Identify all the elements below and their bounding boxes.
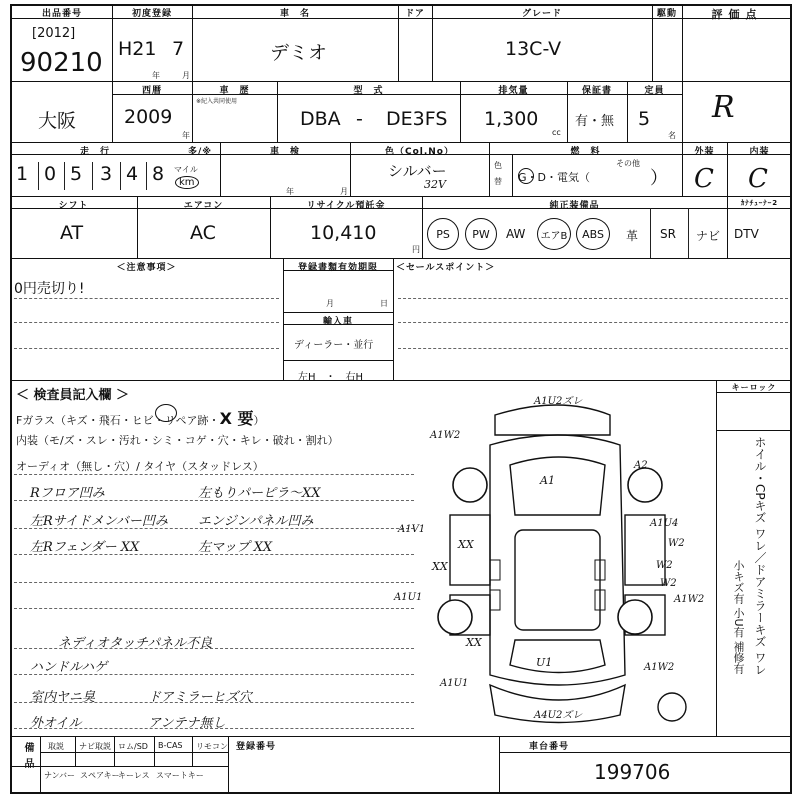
color-name: シルバー [388, 162, 447, 180]
rule [40, 752, 228, 753]
header-vehicle: 車 歴 [219, 86, 250, 96]
header-import: 輸入車 [322, 317, 353, 327]
header-reg-number: 登録番号 [236, 742, 277, 752]
header-aircon: エアコン [183, 201, 224, 211]
equipment-sr: SR [660, 227, 676, 241]
rule [192, 736, 193, 766]
rule [716, 380, 717, 736]
handle-side: 左H ・ 右H [298, 372, 364, 383]
rule [120, 162, 121, 190]
equipment-pw: PW [465, 218, 497, 250]
side-note-1: ホイル・CPキズ ワレ／ドアミラーキズ ワレ [753, 436, 767, 676]
damage-mark: A1U1 [394, 592, 423, 603]
header-displacement: 排気量 [498, 86, 529, 96]
inspector-rule [14, 674, 414, 675]
inspector-rule [14, 648, 414, 649]
hand-left-5: ネディオタッチパネル不良 [58, 636, 213, 651]
reg-month-unit: 月 [182, 71, 190, 80]
year-unit: 年 [182, 131, 190, 140]
rule [228, 736, 229, 794]
hand-left-6: ハンドルハゲ [30, 660, 108, 675]
rule [283, 360, 393, 361]
rule [154, 736, 155, 766]
inspector-row-1-mark: X 要 [219, 409, 254, 428]
sales-rule [398, 298, 788, 299]
model-code: DE3FS [386, 108, 448, 130]
year: 2009 [124, 106, 173, 128]
damage-mark: A4U2ズレ [534, 710, 583, 721]
aircon-value: AC [190, 222, 216, 244]
inspector-rule [14, 702, 414, 703]
damage-mark: A1U4 [650, 518, 679, 529]
rule [146, 162, 147, 190]
mileage-digit: 0 [44, 163, 57, 185]
item: ナビ取説 [79, 742, 111, 751]
fuel-options: G・D・電気（ [518, 171, 590, 184]
inspector-rule [14, 554, 414, 555]
header-recycle: リサイクル預託金 [306, 201, 386, 211]
item: 取説 [48, 742, 64, 751]
cancel-month: 月 [326, 299, 334, 308]
mileage-unit-km: km [175, 176, 199, 189]
inspector-row-1-close: ） [253, 414, 265, 427]
rule [75, 736, 76, 766]
header-mileage: 走 行 [79, 147, 110, 157]
rule [38, 162, 39, 190]
damage-mark: XX [458, 538, 474, 551]
color-swap: 色替 [494, 161, 502, 186]
rule [10, 736, 792, 737]
mileage-unit-mile: マイル [174, 165, 198, 174]
rule [650, 208, 651, 258]
rule [393, 258, 394, 380]
sales-rule [398, 348, 788, 349]
equipment-aw: AW [506, 227, 526, 241]
damage-mark: A1U2ズレ [534, 396, 583, 407]
mileage-digit: 4 [126, 163, 139, 185]
header-mileage-mark: 多/※ [187, 147, 213, 157]
item: B-CAS [158, 741, 183, 750]
header-chassis: 車台番号 [528, 742, 569, 752]
hand-left-2: 左Rサイドメンバー凹み [30, 514, 168, 529]
note-line-1: 0円売切り! [14, 281, 85, 297]
header-first-registration: 初度登録 [131, 9, 172, 19]
equipment-abs: ABS [576, 218, 610, 250]
header-drive: 駆動 [656, 9, 677, 19]
header-warranty: 保証書 [581, 86, 612, 96]
damage-mark: W2 [656, 560, 673, 571]
car-name: デミオ [270, 42, 328, 64]
damage-mark: A1 [540, 474, 555, 487]
inspector-row-2: 内装（モ/ズ・スレ・汚れ・シミ・コゲ・穴・キレ・破れ・割れ） [16, 434, 339, 447]
note-rule [14, 348, 279, 349]
shift-value: AT [60, 222, 84, 244]
header-lot-number: 出品番号 [41, 9, 82, 19]
header-doors: ドア [405, 9, 425, 19]
vehicle-note: ※紀入共同使用 [196, 98, 238, 105]
item: スマートキー [156, 771, 204, 780]
displacement-unit: cc [552, 128, 561, 137]
hand-right-1: 左もりパーピラ～XX [198, 486, 321, 501]
damage-mark: A1W2 [430, 430, 461, 441]
recycle-value: 10,410 [310, 222, 377, 244]
header-inspection: 車 検 [269, 147, 300, 157]
header-key-lock: キーロック [731, 383, 777, 392]
damage-mark: W2 [668, 538, 685, 549]
capacity-unit: 名 [668, 131, 676, 140]
lot-number: 90210 [20, 48, 103, 78]
year-bracket: [2012] [32, 26, 76, 41]
damage-mark: A1V1 [398, 524, 426, 535]
chip-circle [155, 404, 177, 422]
interior-grade: C [748, 164, 768, 194]
rule [283, 312, 393, 313]
items-label: 備品 [22, 742, 33, 774]
item: スペアキー [80, 771, 120, 780]
inspector-rule [14, 582, 414, 583]
item: キーレス [118, 771, 150, 780]
hand-left-8: 外オイル [30, 716, 82, 731]
rule [10, 196, 792, 197]
header-sales-point: ＜セールスポイント＞ [396, 263, 496, 273]
model-dash: - [356, 108, 363, 130]
fuel-close: ） [650, 168, 668, 189]
header-car-name: 車 名 [279, 9, 310, 19]
rule [10, 766, 228, 767]
exterior-grade: C [694, 164, 714, 194]
header-shift: シフト [58, 201, 89, 211]
rule [716, 430, 792, 431]
damage-mark: U1 [536, 656, 553, 669]
inspector-rule [14, 528, 414, 529]
note-rule [14, 322, 279, 323]
damage-mark: A2 [634, 460, 648, 471]
note-rule [14, 298, 279, 299]
rule [114, 736, 115, 766]
rule [10, 81, 792, 82]
yen-unit: 円 [412, 245, 420, 254]
fuel-g-circle [518, 168, 534, 184]
cancel-day: 日 [380, 299, 388, 308]
hand-right-8: アンテナ無し [148, 716, 226, 731]
capacity: 5 [638, 108, 651, 130]
displacement: 1,300 [484, 108, 539, 130]
inspector-row-3: オーディオ（無し・穴）/ タイヤ（スタッドレス） [16, 460, 264, 473]
inspector-rule [14, 728, 414, 729]
insp-year: 年 [286, 187, 294, 196]
header-score: 評価点 [711, 8, 763, 21]
header-exterior: 外装 [694, 147, 715, 157]
hand-left-3: 左Rフェンダー XX [30, 540, 140, 555]
rule [40, 736, 41, 794]
inspector-row-1-text: Fガラス（キズ・飛石・ヒビ・リペア跡・ [16, 414, 220, 427]
insp-month: 月 [340, 187, 348, 196]
header-notes: ＜注意事項＞ [116, 263, 177, 273]
rule [92, 162, 93, 190]
header-interior: 内装 [749, 147, 770, 157]
damage-mark: XX [432, 560, 448, 573]
hand-left-7: 室内ヤニ臭 [30, 690, 96, 705]
inspector-row-1 [16, 406, 264, 429]
header-equipment: 純正装備品 [549, 201, 600, 211]
inspector-title: ＜ 検査員記入欄 ＞ [16, 388, 130, 403]
damage-mark: XX [466, 636, 482, 649]
rule [512, 154, 513, 196]
header-grade: グレード [521, 9, 562, 19]
mileage-digit: 3 [100, 163, 113, 185]
region: 大阪 [38, 110, 77, 132]
header-western-year: 西暦 [141, 86, 162, 96]
rule [10, 142, 792, 143]
chassis-number: 199706 [594, 760, 671, 784]
damage-mark: A1W2 [644, 662, 675, 673]
item: ナンバー [44, 771, 76, 780]
damage-mark: A1W2 [674, 594, 705, 605]
hand-right-2: エンジンパネル凹み [198, 514, 314, 529]
inspector-rule [14, 608, 414, 609]
damage-mark: W2 [660, 578, 677, 589]
item: ロム/SD [118, 742, 148, 751]
inspector-rule [14, 500, 414, 501]
rule [10, 258, 792, 259]
side-note-2: 小キズ有 小U有 補修有 [732, 560, 745, 675]
grade: 13C-V [505, 38, 562, 60]
model-prefix: DBA [300, 108, 341, 130]
rule [192, 4, 193, 142]
header-capacity: 定員 [644, 86, 665, 96]
color-code: 32V [424, 178, 446, 191]
equipment-leather: 革 [626, 229, 639, 243]
header-color: 色（Col.No） [384, 147, 454, 157]
reg-year-unit: 年 [152, 71, 160, 80]
mileage-digit: 1 [16, 163, 29, 185]
equipment-navi: ナビ [696, 229, 721, 243]
dealer-parallel: ディーラー・並行 [294, 340, 374, 351]
rule [499, 752, 792, 753]
hand-right-3: 左マップ XX [198, 540, 273, 555]
rule [10, 380, 792, 381]
fuel-other-label: その他 [616, 159, 640, 168]
rule [112, 4, 113, 142]
rule [682, 4, 683, 196]
equipment-airbag: エアB [537, 218, 571, 250]
header-navi-tuner: ｶﾅﾁｭｰﾅｰ2 [740, 199, 779, 207]
mileage-digit: 5 [70, 163, 83, 185]
rule [688, 208, 689, 258]
hand-right-7: ドアミラーヒズ穴 [148, 690, 252, 705]
rule [64, 162, 65, 190]
reg-era: H21 [118, 38, 157, 60]
hand-left-1: Rフロア凹み [30, 486, 105, 501]
warranty-value: 有・無 [575, 114, 615, 129]
header-model: 型 式 [353, 86, 384, 96]
equipment-dtv: DTV [734, 227, 759, 241]
equipment-ps: PS [427, 218, 459, 250]
header-fuel: 燃 料 [570, 147, 601, 157]
damage-mark: A1U1 [440, 678, 469, 689]
inspector-rule [14, 474, 414, 475]
reg-month: 7 [172, 38, 185, 60]
sales-rule [398, 322, 788, 323]
mileage-digit: 8 [152, 163, 165, 185]
score-value: R [712, 90, 735, 125]
header-cancel-deadline: 登録書類有効期限 [297, 263, 378, 273]
item: リモコン [196, 742, 228, 751]
